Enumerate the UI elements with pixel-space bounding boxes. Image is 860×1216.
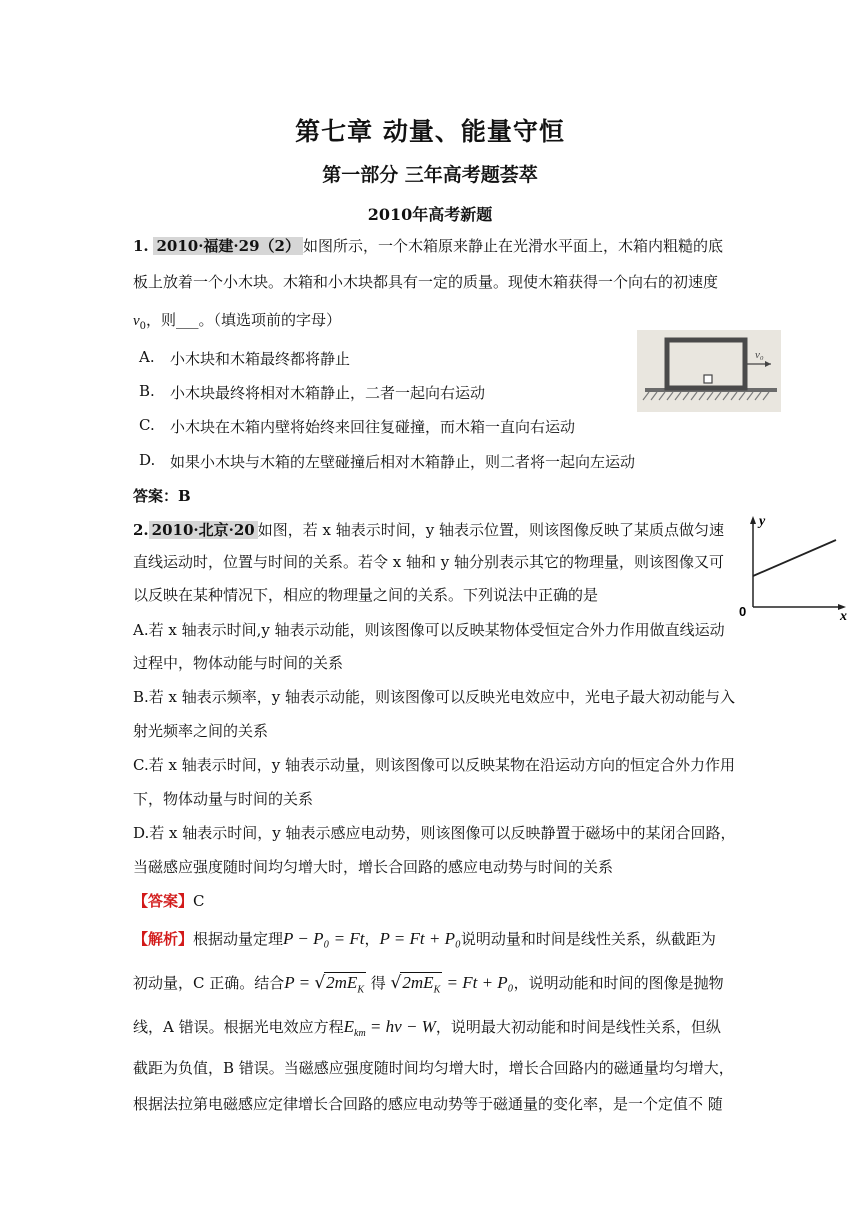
- analysis-line4: 截距为负值，B 错误。当磁感应强度随时间均匀增大时，增长合回路内的磁通量均匀增大，: [133, 1059, 734, 1077]
- q2-option-b-line2: 射光频率之间的关系: [133, 722, 269, 740]
- q1-option-a-text: 小木块和木箱最终都将静止: [170, 350, 351, 368]
- analysis-text-3a: 线，A 错误。根据光电效应方程: [133, 1018, 344, 1036]
- q1-option-a-letter: A.: [139, 348, 155, 366]
- q1-source-tag: 2010·福建·29（2）: [153, 237, 303, 255]
- v0-subscript: 0: [139, 321, 147, 332]
- q1-option-d-text: 如果小木块与木箱的左壁碰撞后相对木箱静止，则二者将一起向左运动: [170, 453, 636, 471]
- q1-number: 1.: [133, 237, 149, 255]
- q1-text-1: 如图所示，一个木箱原来静止在光滑水平面上，木箱内粗糙的底: [302, 237, 723, 255]
- q1-text-3: ，则___。（填选项前的字母）: [146, 311, 342, 329]
- q1-line3: [133, 309, 341, 332]
- q1-box-figure: [637, 330, 781, 412]
- v0-symbol: v: [133, 313, 140, 329]
- equation-sqrt-radicand-2: $2mE_K$: [402, 973, 441, 996]
- q2-line3: 以反映在某种情况下，相应的物理量之间的关系。下列说法中正确的是: [133, 586, 599, 604]
- q2-answer-row: [133, 890, 205, 911]
- analysis-text-1c: 说明动量和时间是线性关系，纵截距为: [460, 930, 716, 948]
- q2-option-a-line1: A.若 x 轴表示时间,y 轴表示动能，则该图像可以反映某物体受恒定合外力作用做直线运动: [133, 621, 725, 639]
- equation-photoelectric-e: E: [343, 1017, 354, 1036]
- q2-option-a-line2: 过程中，物体动能与时间的关系: [133, 654, 344, 672]
- q2-line1: [133, 519, 724, 540]
- analysis-line1: [133, 928, 716, 949]
- q1-option-c-letter: C.: [139, 416, 155, 434]
- sqrt-sign-2: √: [390, 973, 402, 993]
- q1-line2: 板上放着一个小木块。木箱和小木块都具有一定的质量。现使木箱获得一个向右的初速度: [133, 273, 719, 291]
- equation-momentum-linear: P = Ft + P₀: [379, 929, 461, 948]
- q2-answer: C: [193, 892, 205, 910]
- q2-text-1: 如图，若 x 轴表示时间，y 轴表示位置，则该图像反映了某质点做匀速: [257, 521, 724, 539]
- q1-figure-v0-label: v₀: [755, 349, 764, 361]
- analysis-text-2a: 初动量，C 正确。结合: [133, 974, 285, 992]
- analysis-line5: 根据法拉第电磁感应定律增长合回路的感应电动势等于磁通量的变化率，是一个定值不 随: [133, 1095, 723, 1113]
- q2-option-c-line1: C.若 x 轴表示时间，y 轴表示动量，则该图像可以反映某物在沿运动方向的恒定合外力作用: [133, 756, 735, 774]
- graph-x-label: x: [840, 609, 847, 622]
- q2-source-tag: 2010·北京·20: [149, 521, 258, 539]
- q2-option-b-line1: B.若 x 轴表示频率，y 轴表示动能，则该图像可以反映光电效应中，光电子最大初动能与入: [133, 688, 736, 706]
- analysis-text-1a: 根据动量定理: [193, 930, 284, 948]
- q2-answer-tag: 【答案】: [133, 892, 194, 910]
- analysis-line2: [133, 972, 724, 996]
- q2-analysis-tag: 【解析】: [133, 930, 194, 948]
- sqrt-sign-1: √: [314, 973, 326, 993]
- part-title: 第一部分 三年高考题荟萃: [322, 164, 538, 186]
- analysis-text-2c: ，说明动能和时间的图像是抛物: [513, 974, 724, 992]
- graph-origin-label: 0: [739, 604, 747, 619]
- q2-number: 2.: [133, 521, 149, 539]
- analysis-line3: [133, 1016, 721, 1039]
- q1-answer: 答案：B: [133, 487, 191, 505]
- section-title: 2010年高考新题: [367, 205, 493, 224]
- q2-option-d-line2: 当磁感应强度随时间均匀增大时，增长合回路的感应电动势与时间的关系: [133, 858, 614, 876]
- equation-p-sqrt-lhs: P =: [284, 973, 315, 992]
- equation-momentum-theorem: P − P₀ = Ft: [283, 929, 365, 948]
- chapter-title: 第七章 动量、能量守恒: [295, 117, 565, 146]
- q2-graph: [730, 512, 852, 622]
- q1-option-d-letter: D.: [139, 451, 156, 469]
- q2-option-d-line1: D.若 x 轴表示时间，y 轴表示感应电动势，则该图像可以反映静置于磁场中的某闭合回路，: [133, 824, 736, 842]
- equation-sqrt-rhs: = Ft + P₀: [442, 973, 514, 992]
- graph-line: [753, 540, 836, 576]
- q1-option-b-letter: B.: [139, 382, 155, 400]
- q1-option-c-text: 小木块在木箱内壁将始终来回往复碰撞，而木箱一直向右运动: [170, 418, 576, 436]
- analysis-text-3b: ，说明最大初动能和时间是线性关系，但纵: [435, 1018, 721, 1036]
- q2-line2: 直线运动时，位置与时间的关系。若令 x 轴和 y 轴分别表示其它的物理量，则该图像又可: [133, 553, 725, 571]
- equation-p-sqrt-radicand: $2mE_K$: [326, 973, 364, 996]
- q1-line1: [133, 235, 723, 256]
- q1-option-b-text: 小木块最终将相对木箱静止，二者一起向右运动: [170, 384, 486, 402]
- equation-photoelectric-rhs: = hν − W: [365, 1017, 436, 1036]
- graph-y-label: y: [759, 514, 766, 529]
- analysis-text-1b: ，: [364, 930, 380, 948]
- analysis-text-2b: 得: [366, 974, 391, 992]
- q2-option-c-line2: 下，物体动量与时间的关系: [133, 790, 314, 808]
- equation-photoelectric-sub: km: [354, 1028, 366, 1039]
